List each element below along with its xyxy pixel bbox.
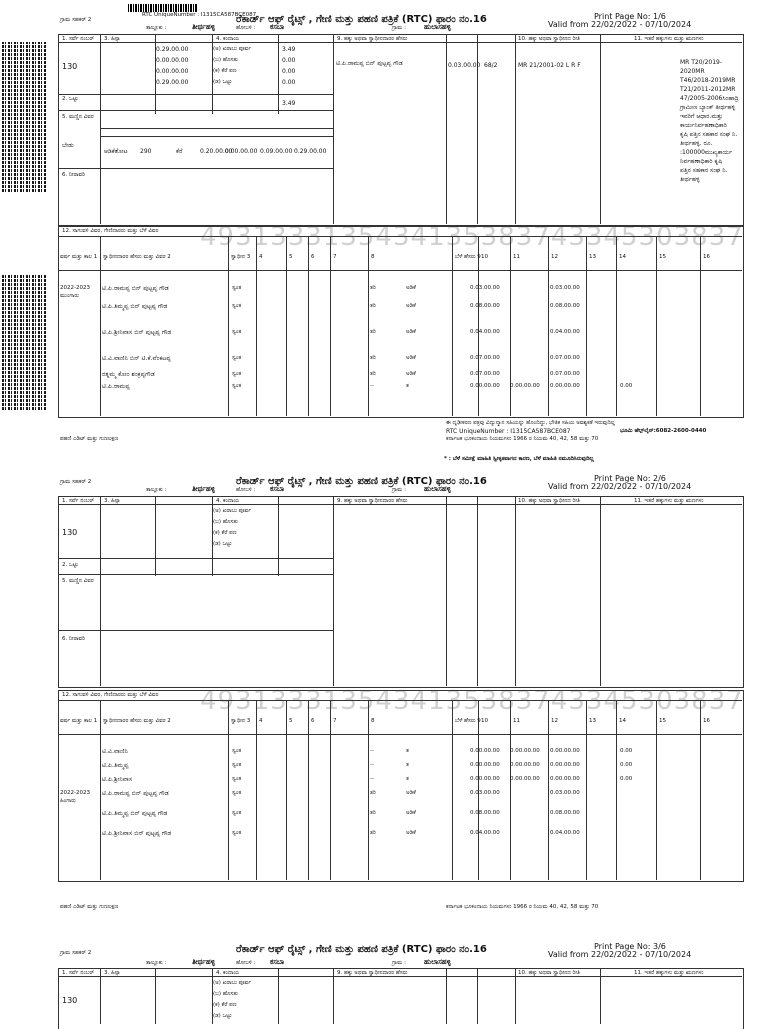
kandaya-label-3: 4. ಕಂದಾಯ <box>216 970 240 976</box>
hissa-label-2: 3. ಹಿಸ್ಸಾ <box>104 498 121 504</box>
crop-irrigation: ತರಿ <box>370 329 376 335</box>
rtc-unique: RTC UniqueNumber : I1315CA587BCE087 <box>446 428 571 435</box>
crop-year: 2022-2023 <box>60 285 90 291</box>
crop-season: ಮುಂಗಾರು <box>60 293 79 299</box>
crop-name: ಅಡಿಕೆ <box>406 285 416 291</box>
crop-col-header: ವರ್ಷ ಮತ್ತು ಕಾಲ 1 <box>60 718 98 724</box>
area-label-a: (ಅ) ಖರಾಬು ಪೂರ್ವ <box>213 46 252 52</box>
crop-col-header: 11 <box>513 718 520 724</box>
crop-name: ಅಡಿಕೆ <box>406 830 416 836</box>
crop-area-main: 0.03.00.00 <box>550 285 580 291</box>
area-right-1: 3.49 <box>282 46 296 53</box>
crop-col-header: ಸ್ವಾಧೀನ 3 <box>231 718 251 724</box>
mode-col-label: 10. ಹಕ್ಕು ಅಥವಾ ಸ್ವಾಧೀನದ ರೀತಿ <box>518 36 580 42</box>
soil-irr: ಕೆರೆ <box>176 148 183 155</box>
crop-col-header: 6 <box>311 254 315 260</box>
area-label-b: (ಬ) ಹೊಸತು <box>213 57 238 63</box>
area-right-2: 0.00 <box>282 57 296 64</box>
crop-area-total: 0.08.00.00 <box>470 303 500 309</box>
soil-label-2: 5. ಮಣ್ಣಿನ ವಿವರ <box>62 578 94 584</box>
crop-area-other: 0.00 <box>620 748 633 754</box>
crop-area-other: 0.00 <box>620 383 633 389</box>
crop-season: ಹಿಂಗಾರು <box>60 798 76 804</box>
crop-owner-name: ಟಿ.ಪಿ.ರಾಮಪ್ಪ ಬಿನ್ ಪುಟ್ಟಪ್ಪ ಗೌಡ <box>102 285 169 292</box>
remark-line: ತೀರ್ಥಹಳ್ಳಿ. ರೂ. <box>680 140 713 147</box>
watermark: 4931333135434135383743345303837 <box>200 222 744 252</box>
crop-col-header: 13 <box>589 254 596 260</box>
crop-col-header: 12 <box>551 254 558 260</box>
remark-line: ಪತ್ತಿನ ಸಹಕಾರ ಸಂಘ ನಿ. <box>680 167 728 174</box>
irrigation-label: 6. ನೀರಾವರಿ <box>62 172 85 178</box>
crop-col-header: 11 <box>513 254 520 260</box>
crop-ownership: ಸ್ವಂತ <box>232 810 242 816</box>
crop-col-header: 14 <box>619 718 626 724</box>
crop-irrigation: -- <box>370 748 374 754</box>
hobli-label-2: ಹೋಬಳಿ : <box>236 487 256 493</box>
taluk-3: ತೀರ್ಥಹಳ್ಳಿ <box>192 958 215 966</box>
area-label-d: (ಡ) ಒಟ್ಟು <box>213 79 232 85</box>
crop-area-other: 0.00 <box>620 776 633 782</box>
remark-line: 47/2005-2006ಸಿಂಹಾದ್ರಿ <box>680 95 739 102</box>
soil-d: 0.29.00.00 <box>294 148 327 155</box>
crop-name: ಅಡಿಕೆ <box>406 355 416 361</box>
rtc-top-section-2 <box>58 496 744 688</box>
soil-no: 290 <box>140 148 152 155</box>
crop-name: ಅಡಿಕೆ <box>406 329 416 335</box>
area-label-2c: (ಕ) ಕೆರೆ ಪಣ <box>213 530 237 536</box>
crop-ownership: ಸ್ವಂತ <box>232 830 242 836</box>
crop-area-main: 0.04.00.00 <box>550 329 580 335</box>
crop-col-header: 15 <box>659 254 666 260</box>
crop-owner-name: ಟಿ.ಪಿ.ರಾಮಪ್ಪ ಬಿನ್ ಪುಟ್ಟಪ್ಪ ಗೌಡ <box>102 790 169 797</box>
crop-irrigation: -- <box>370 776 374 782</box>
remark-line: ಇವರಿಗೆ ಆಧಾರ.ಮತ್ತು <box>680 113 723 120</box>
crop-ownership: ಸ್ವಂತ <box>232 303 242 309</box>
crop-name: ತ <box>406 748 409 754</box>
total-label: 2. ಒಟ್ಟು <box>62 96 79 102</box>
owner-name: ಟಿ.ಪಿ.ರಾಮಪ್ಪ ಬಿನ್ ಪುಟ್ಟಪ್ಪ ಗೌಡ <box>336 60 403 67</box>
crop-note: * : ಬೆಳೆ ಸಮೀಕ್ಷೆ ಮಾಹಿತಿ ಸ್ವೀಕೃತವಾಗದ ಕಾರಣ, ಬೆಳೆ ಮಾಹಿತಿ ನಮೂದಿಸಿರುವುದಿಲ್ಲ <box>444 456 594 462</box>
survey-number-3: 130 <box>62 996 78 1005</box>
hobli-3: ಕಸಬಾ <box>270 958 285 966</box>
print-page-no-2: Print Page No: 2/6 <box>594 474 666 483</box>
crop-section-label: 12. ಸಾಗುವಳಿ ವಿವರ, ಗೇಣಿದಾರರು ಮತ್ತು ಬೆಳೆ ವಿವರ <box>62 228 159 234</box>
footer-left-2: ಪಹಣಿ ಎಡಿಟ್ ಮತ್ತು ಗುಣಲಕ್ಷಣ <box>60 904 119 910</box>
valid-from-3: Valid from 22/02/2022 - 07/10/2024 <box>548 950 692 959</box>
crop-name: ಅಡಿಕೆ <box>406 790 416 796</box>
print-page-no: Print Page No: 1/6 <box>594 12 666 21</box>
remark-line: ಕಾರ್ಯನಿರ್ವಹಣಾಧಿಕಾರಿ <box>680 122 727 129</box>
crop-area-mixed: 0.00.00.00 <box>510 748 540 754</box>
crop-col-header: ವರ್ಷ ಮತ್ತು ಕಾಲ 1 <box>60 254 98 260</box>
crop-ownership: ಸ್ವಂತ <box>232 790 242 796</box>
crop-area-main: 0.07.00.00 <box>550 371 580 377</box>
village-label-2: ಗ್ರಾಮ : <box>392 487 406 493</box>
hissa-label: 3. ಹಿಸ್ಸಾ <box>104 36 121 42</box>
taluk-label-3: ತಾಲ್ಲೂಕು : <box>146 960 167 966</box>
area-label-2b: (ಬ) ಹೊಸತು <box>213 519 238 525</box>
crop-area-total: 0.03.00.00 <box>470 790 500 796</box>
crop-col-header: ಬೆಳೆ ಹೆಸರು 9 <box>455 718 481 724</box>
area-2: 0.00.00.00 <box>156 57 189 64</box>
crop-irrigation: -- <box>370 383 374 389</box>
owner-col-label-3: 9. ಹಕ್ಕು ಅಥವಾ ಸ್ವಾಧೀನದಾರರ ಹೆಸರು <box>337 970 408 976</box>
crop-ownership: ಸ್ವಂತ <box>232 285 242 291</box>
footer-rule: ಕರ್ನಾಟಕ ಭೂಕಂದಾಯ ನಿಯಮಗಳು 1966 ರ ನಿಯಮ 40, 42, 58 ಮತ್ತು 70 <box>446 436 599 442</box>
crop-ownership: ಸ್ವಂತ <box>232 762 242 768</box>
crop-irrigation: -- <box>370 762 374 768</box>
area-right-4: 0.00 <box>282 79 296 86</box>
crop-name: ತ <box>406 762 409 768</box>
hobli-label: ಹೋಬಳಿ : <box>236 25 256 31</box>
area-label-3d: (ಡ) ಒಟ್ಟು <box>213 1013 232 1019</box>
crop-col-header: 4 <box>259 718 263 724</box>
taluk-label: ತಾಲ್ಲೂಕು : <box>146 25 167 31</box>
crop-area-total: 0.00.00.00 <box>470 748 500 754</box>
crop-ownership: ಸ್ವಂತ <box>232 748 242 754</box>
crop-area-total: 0.04.00.00 <box>470 830 500 836</box>
crop-irrigation: ತರಿ <box>370 285 376 291</box>
crop-col-header: 5 <box>289 718 293 724</box>
page-title-3: ರೆಕಾರ್ಡ್ ಆಫ್ ರೈಟ್ಸ್ , ಗೇಣಿ ಮತ್ತು ಪಹಣಿ ಪತ್ರಿಕೆ (RTC) ಫಾರಂ ನಂ.16 <box>236 944 487 955</box>
soil-a: 0.20.00.00 <box>200 148 233 155</box>
soil-label: 5. ಮಣ್ಣಿನ ವಿವರ <box>62 114 94 120</box>
helpline: ಭೂಮಿ ಹೆಲ್ಪ್‌ಲೈನ್:6082-2600-0440 <box>620 428 707 434</box>
rights-col-label: 11. ಇತರೆ ಹಕ್ಕುಗಳು ಮತ್ತು ಋಣಗಳು <box>634 36 704 42</box>
crop-col-header: 16 <box>703 254 710 260</box>
crop-area-main: 0.00.00.00 <box>550 383 580 389</box>
remark-line: ತೀರ್ಥಹಳ್ಳಿ <box>680 176 700 183</box>
crop-owner-name: ಟಿ.ಪಿ.ಶ್ರೀನಿವಾಸ <box>102 776 133 783</box>
crop-owner-name: ಟಿ.ವಿ.ವಾಣಿನಿ ಬಿನ್ ಟಿ.ಕೆ.ವೆಂಕಟಪ್ಪ <box>102 355 171 362</box>
watermark-2: 4931333135434135383743345303837 <box>200 686 744 716</box>
crop-col-header: 10 <box>481 718 488 724</box>
village: ಹುಲಾಸಹಳ್ಳಿ <box>424 23 451 31</box>
crop-owner-name: ಟಿ.ಪಿ.ತಿಮ್ಮಪ್ಪ ಬಿನ್ ಪುಟ್ಟಪ್ಪ ಗೌಡ <box>102 810 168 817</box>
crop-area-total: 0.07.00.00 <box>470 355 500 361</box>
owner-area: 0.03.00.00 <box>448 62 481 69</box>
crop-col-header: 7 <box>333 718 337 724</box>
area-right-3: 0.00 <box>282 68 296 75</box>
crop-col-header: ಸ್ವಾಧೀನದಾರರ ಹೆಸರು ಮತ್ತು ವಿವರ 2 <box>103 254 171 260</box>
kandaya-label-2: 4. ಕಂದಾಯ <box>216 498 240 504</box>
crop-ownership: ಸ್ವಂತ <box>232 371 242 377</box>
kandaya-total: 3.49 <box>282 100 296 107</box>
crop-area-total: 0.00.00.00 <box>470 762 500 768</box>
crop-area-main: 0.08.00.00 <box>550 303 580 309</box>
crop-col-header: 4 <box>259 254 263 260</box>
taluk-2: ತೀರ್ಥಹಳ್ಳಿ <box>192 485 215 493</box>
esign-note: ಈ ದೃಢೀಕರಣ ಪತ್ರವು ವಿದ್ಯುನ್ಮಾನ ಸಹಿಯನ್ನು ಹೊಂದಿದ್ದು, ಭೌತಿಕ ಸಹಿಯ ಅವಶ್ಯಕತೆ ಇರುವುದಿಲ್ಲ <box>446 420 615 426</box>
owner-col-label-2: 9. ಹಕ್ಕು ಅಥವಾ ಸ್ವಾಧೀನದಾರರ ಹೆಸರು <box>337 498 408 504</box>
crop-area-main: 0.00.00.00 <box>550 762 580 768</box>
remark-line: MR T20/2019-2020MR <box>680 59 723 75</box>
rights-col-label-2: 11. ಇತರೆ ಹಕ್ಕುಗಳು ಮತ್ತು ಋಣಗಳು <box>634 498 704 504</box>
crop-area-mixed: 0.00.00.00 <box>510 762 540 768</box>
soil-b: 0.00.00.00 <box>225 148 258 155</box>
area-label-2d: (ಡ) ಒಟ್ಟು <box>213 541 232 547</box>
rights-col-label-3: 11. ಇತರೆ ಹಕ್ಕುಗಳು ಮತ್ತು ಋಣಗಳು <box>634 970 704 976</box>
crop-section-label-2: 12. ಸಾಗುವಳಿ ವಿವರ, ಗೇಣಿದಾರರು ಮತ್ತು ಬೆಳೆ ವಿವರ <box>62 692 159 698</box>
crop-col-header: 7 <box>333 254 337 260</box>
crop-col-header: 16 <box>703 718 710 724</box>
page-title: ರೆಕಾರ್ಡ್ ಆಫ್ ರೈಟ್ಸ್ , ಗೇಣಿ ಮತ್ತು ಪಹಣಿ ಪತ್ರಿಕೆ (RTC) ಫಾರಂ ನಂ.16 <box>236 14 487 25</box>
unique-number-small: RTC UniqueNumber : I1315CA587BCE087 <box>142 12 257 18</box>
area-label-3a: (ಅ) ಖರಾಬು ಪೂರ್ವ <box>213 980 252 986</box>
crop-area-main: 0.03.00.00 <box>550 790 580 796</box>
crop-irrigation: ತರಿ <box>370 830 376 836</box>
taluk-label-2: ತಾಲ್ಲೂಕು : <box>146 487 167 493</box>
crop-ownership: ಸ್ವಂತ <box>232 776 242 782</box>
crop-area-main: 0.00.00.00 <box>550 748 580 754</box>
rtc-top-section-3 <box>58 968 744 1029</box>
crop-name: ಅಡಿಕೆ <box>406 303 416 309</box>
crop-owner-name: ಟಿ.ಪಿ.ತಿಮ್ಮಪ್ಪ ಬಿನ್ ಪುಟ್ಟಪ್ಪ ಗೌಡ <box>102 303 168 310</box>
crop-owner-name: ರತ್ನಮ್ಮ ಕೋಂ ಶಂಕ್ರಪ್ಪಗೌಡ <box>102 371 155 378</box>
crop-name: ಅಡಿಕೆ <box>406 371 416 377</box>
crop-area-total: 0.00.00.00 <box>470 383 500 389</box>
remark-line: ಕೃಷಿ ಪತ್ತಿನ ಸಹಕಾರ ಸಂಘ ನಿ. <box>680 131 738 138</box>
hobli: ಕಸಬಾ <box>270 23 285 31</box>
crop-area-total: 0.08.00.00 <box>470 810 500 816</box>
soil-type: ಬೇಡು <box>62 142 74 149</box>
crop-col-header: 10 <box>481 254 488 260</box>
survey-label: 1. ಸರ್ವೆ ನಂಬರ್ <box>62 36 95 42</box>
crop-area-mixed: 0.00.00.00 <box>510 776 540 782</box>
crop-area-other: 0.00 <box>620 762 633 768</box>
soil-c: 0.09.00.00 <box>260 148 293 155</box>
crop-col-header: ಸ್ವಾಧೀನ 3 <box>231 254 251 260</box>
mode-of-acquisition: MR 21/2001-02 L R F <box>518 62 581 69</box>
crop-col-header: 6 <box>311 718 315 724</box>
crop-area-total: 0.04.00.00 <box>470 329 500 335</box>
crop-owner-name: ಟಿ.ಪಿ.ಶ್ರೀನಿವಾಸ ಬಿನ್ ಪುಟ್ಟಪ್ಪ ಗೌಡ <box>102 830 172 837</box>
survey-label-3: 1. ಸರ್ವೆ ನಂಬರ್ <box>62 970 95 976</box>
crop-irrigation: ತರಿ <box>370 355 376 361</box>
valid-from-2: Valid from 22/02/2022 - 07/10/2024 <box>548 482 692 491</box>
district-label-2: ಗ್ರಾಮ ಸಹಕರ್ 2 <box>60 479 92 485</box>
area-label-2a: (ಅ) ಖರಾಬು ಪೂರ್ವ <box>213 508 252 514</box>
crop-owner-name: ಟಿ.ಪಿ.ತಿಮ್ಮಪ್ಪ <box>102 762 129 769</box>
crop-irrigation: ತರಿ <box>370 371 376 377</box>
crop-year: 2022-2023 <box>60 790 90 796</box>
area-3: 0.00.00.00 <box>156 68 189 75</box>
crop-area-main: 0.07.00.00 <box>550 355 580 361</box>
taluk: ತೀರ್ಥಹಳ್ಳಿ <box>192 23 215 31</box>
mode-col-label-2: 10. ಹಕ್ಕು ಅಥವಾ ಸ್ವಾಧೀನದ ರೀತಿ <box>518 498 580 504</box>
owner-col-label: 9. ಹಕ್ಕು ಅಥವಾ ಸ್ವಾಧೀನದಾರರ ಹೆಸರು <box>337 36 408 42</box>
area-1: 0.29.00.00 <box>156 46 189 53</box>
crop-col-header: 5 <box>289 254 293 260</box>
crop-name: ತ <box>406 776 409 782</box>
crop-owner-name: ಟಿ.ಪಿ.ರಾಮಪ್ಪ <box>102 383 130 390</box>
area-label-c: (ಕ) ಕೆರೆ ಪಣ <box>213 68 237 74</box>
crop-area-total: 0.03.00.00 <box>470 285 500 291</box>
crop-name: ತ <box>406 383 409 389</box>
remark-line: T21/2011-2012MR <box>680 86 736 93</box>
total-label-2: 2. ಒಟ್ಟು <box>62 562 79 568</box>
crop-ownership: ಸ್ವಂತ <box>232 383 242 389</box>
crop-col-header: 12 <box>551 718 558 724</box>
footer-rule-2: ಕರ್ನಾಟಕ ಭೂಕಂದಾಯ ನಿಯಮಗಳು 1966 ರ ನಿಯಮ 40, 42, 58 ಮತ್ತು 70 <box>446 904 599 910</box>
valid-from: Valid from 22/02/2022 - 07/10/2024 <box>548 20 692 29</box>
district-label: ಗ್ರಾಮ ಸಹಕರ್ 2 <box>60 17 92 23</box>
crop-col-header: 15 <box>659 718 666 724</box>
district-label-3: ಗ್ರಾಮ ಸಹಕರ್ 2 <box>60 950 92 956</box>
survey-number-2: 130 <box>62 528 78 537</box>
remark-line: T46/2018-2019MR <box>680 77 736 84</box>
crop-area-mixed: 0.00.00.00 <box>510 383 540 389</box>
crop-col-header: ಬೆಳೆ ಹೆಸರು 9 <box>455 254 481 260</box>
print-page-no-3: Print Page No: 3/6 <box>594 942 666 951</box>
crop-area-main: 0.04.00.00 <box>550 830 580 836</box>
crop-owner-name: ಟಿ.ಪಿ.ಶ್ರೀನಿವಾಸ ಬಿನ್ ಪುಟ್ಟಪ್ಪ ಗೌಡ <box>102 329 172 336</box>
remark-line: ನಿರ್ವಹಣಾಧಿಕಾರಿ ಕೃಷಿ <box>680 158 723 165</box>
crop-col-header: 14 <box>619 254 626 260</box>
area-4: 0.29.00.00 <box>156 79 189 86</box>
owner-khata: 68/2 <box>484 62 498 69</box>
qr-barcode-left <box>2 42 46 192</box>
village-3: ಹುಲಾಸಹಳ್ಳಿ <box>424 958 451 966</box>
crop-irrigation: ತರಿ <box>370 810 376 816</box>
crop-name: ಅಡಿಕೆ <box>406 810 416 816</box>
kandaya-label: 4. ಕಂದಾಯ <box>216 36 240 42</box>
survey-number: 130 <box>62 62 78 71</box>
crop-ownership: ಸ್ವಂತ <box>232 355 242 361</box>
hobli-2: ಕಸಬಾ <box>270 485 285 493</box>
crop-area-main: 0.08.00.00 <box>550 810 580 816</box>
crop-col-header: 13 <box>589 718 596 724</box>
village-label-3: ಗ್ರಾಮ : <box>392 960 406 966</box>
irrigation-label-2: 6. ನೀರಾವರಿ <box>62 636 85 642</box>
hissa-label-3: 3. ಹಿಸ್ಸಾ <box>104 970 121 976</box>
crop-area-total: 0.07.00.00 <box>470 371 500 377</box>
crop-col-header: ಸ್ವಾಧೀನದಾರರ ಹೆಸರು ಮತ್ತು ವಿವರ 2 <box>103 718 171 724</box>
crop-area-main: 0.00.00.00 <box>550 776 580 782</box>
soil-crop: ಆಡಿಕೆತೋಟ <box>104 148 128 155</box>
hobli-label-3: ಹೋಬಳಿ : <box>236 960 256 966</box>
crop-irrigation: ತರಿ <box>370 790 376 796</box>
area-label-3b: (ಬ) ಹೊಸತು <box>213 991 238 997</box>
crop-irrigation: ತರಿ <box>370 303 376 309</box>
crop-col-header: 8 <box>371 254 375 260</box>
rights-remarks <box>680 58 742 184</box>
mode-col-label-3: 10. ಹಕ್ಕು ಅಥವಾ ಸ್ವಾಧೀನದ ರೀತಿ <box>518 970 580 976</box>
page-title-2: ರೆಕಾರ್ಡ್ ಆಫ್ ರೈಟ್ಸ್ , ಗೇಣಿ ಮತ್ತು ಪಹಣಿ ಪತ್ರಿಕೆ (RTC) ಫಾರಂ ನಂ.16 <box>236 476 487 487</box>
village-label: ಗ್ರಾಮ : <box>392 25 406 31</box>
village-2: ಹುಲಾಸಹಳ್ಳಿ <box>424 485 451 493</box>
area-label-3c: (ಕ) ಕೆರೆ ಪಣ <box>213 1002 237 1008</box>
qr-barcode-left <box>2 275 46 410</box>
crop-area-total: 0.00.00.00 <box>470 776 500 782</box>
crop-col-header: 8 <box>371 718 375 724</box>
survey-label-2: 1. ಸರ್ವೆ ನಂಬರ್ <box>62 498 95 504</box>
barcode-top <box>128 4 198 12</box>
remark-line: :100000ಮುಖ್ಯಕಾರ್ಯ <box>680 149 733 156</box>
crop-owner-name: ಟಿ.ವಿ.ವಾಣಿನಿ <box>102 748 128 755</box>
crop-ownership: ಸ್ವಂತ <box>232 329 242 335</box>
footer-left: ಪಹಣಿ ಎಡಿಟ್ ಮತ್ತು ಗುಣಲಕ್ಷಣ <box>60 436 119 442</box>
remark-line: ಗ್ರಾಮೀಣ ಬ್ಯಾಂಕ್ ತೀರ್ಥಹಳ್ಳಿ <box>680 104 736 111</box>
